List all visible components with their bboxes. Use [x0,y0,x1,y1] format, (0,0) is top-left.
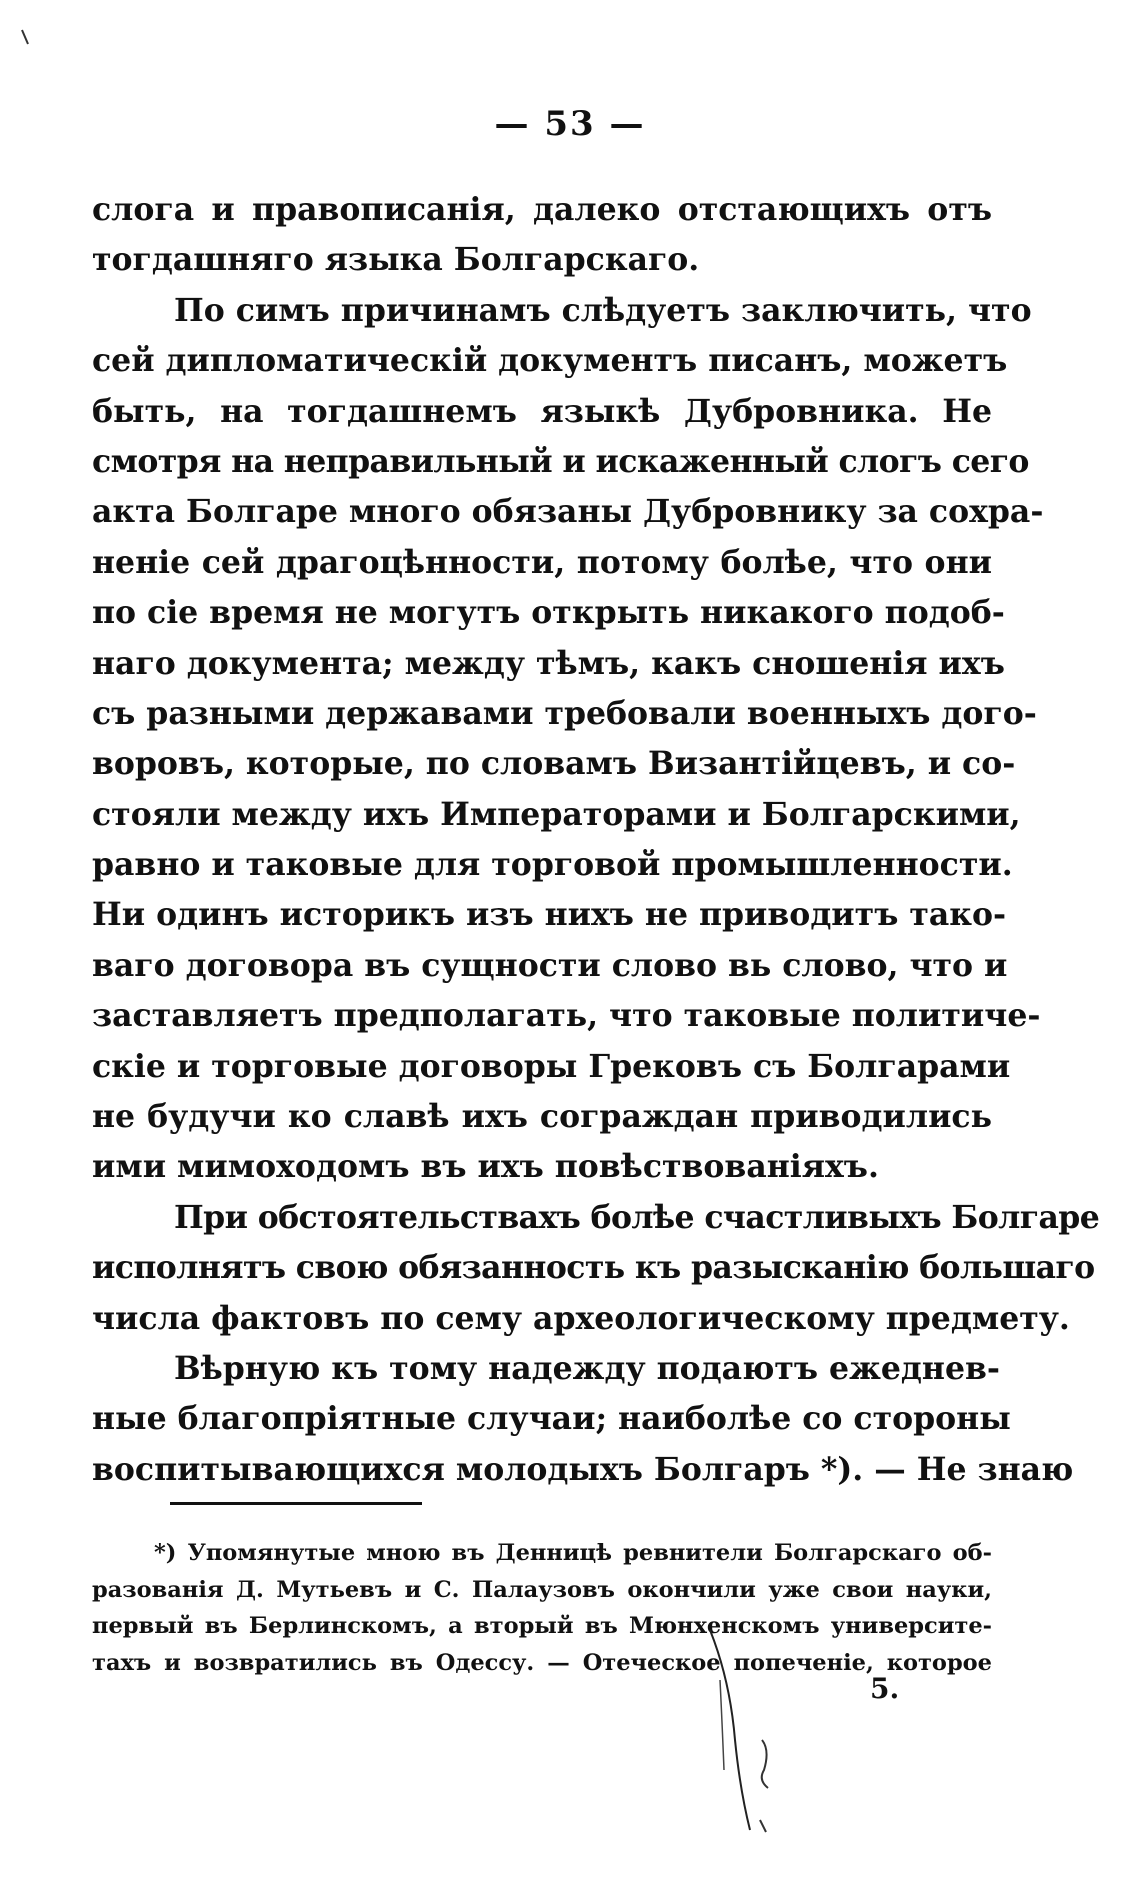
text-line: заставляетъ предполагать, что таковые политиче- [92,997,1041,1035]
text-line: не будучи ко славѣ ихъ сограждан приводились [92,1098,992,1136]
text-line: ные благопріятные случаи; наиболѣе со стороны [92,1400,1011,1438]
footnote-line: *) Упомянутые мною въ Денницѣ ревнители Болгарскаго об- [154,1540,992,1566]
text-line: быть, на тогдашнемъ языкѣ Дубровника. Не [92,392,992,430]
main-text [92,185,1100,1495]
text-line: наго документа; между тѣмъ, какъ сношенія ихъ [92,644,1005,682]
text-line: При обстоятельствахъ болѣе счастливыхъ Болгаре [174,1198,1100,1236]
text-line: скіе и торговые договоры Грековъ съ Болгарами [92,1047,1011,1085]
text-line: Вѣрную къ тому надежду подаютъ ежеднев- [174,1349,1000,1387]
footnote-line: разованія Д. Мутьевъ и С. Палаузовъ окончили уже свои науки, [92,1576,992,1603]
text-line: исполнятъ свою обязанность къ разысканію большаго [92,1249,1095,1287]
signature-mark: 5. [870,1672,900,1705]
text-line: неніе сей драгоцѣнности, потому болѣе, что они [92,543,992,581]
text-line: съ разными державами требовали военныхъ дого- [92,694,1037,732]
text-line: тогдашняго языка Болгарскаго. [92,241,700,279]
text-line: смотря на неправильный и искаженный слогъ сего [92,442,1029,480]
text-line: акта Болгаре много обязаны Дубровнику за сохра- [92,493,1044,531]
footnote-line: первый въ Берлинскомъ, а вторый въ Мюнхенскомъ университе- [92,1613,992,1640]
text-line: стояли между ихъ Императорами и Болгарскими, [92,795,1021,833]
text-line: воспитывающихся молодыхъ Болгаръ *). — Не знаю [92,1450,1074,1488]
footnote [92,1535,992,1681]
footnote-line: тахъ и возвратились въ Одессу. — Отеческое попеченіе, которое [92,1649,992,1676]
text-line: воровъ, которые, по словамъ Византійцевъ, и со- [92,745,1016,783]
text-line: ими мимоходомъ въ ихъ повѣствованіяхъ. [92,1148,879,1186]
text-line: числа фактовъ по сему археологическому предмету. [92,1299,1070,1337]
text-line: сей дипломатическій документъ писанъ, можетъ [92,342,1008,380]
text-line: По симъ причинамъ слѣдуетъ заключить, что [174,291,1032,329]
text-line: Ни одинъ историкъ изъ нихъ не приводитъ тако- [92,896,1007,934]
text-line: ваго договора въ сущности слово вь слово, что и [92,946,1008,984]
text-line: равно и таковые для торговой промышленности. [92,846,1013,884]
corner-speck [18,26,38,56]
page-number: — 53 — [494,104,646,144]
pencil-annotation [700,1620,840,1840]
footnote-rule [170,1502,422,1505]
text-line: по сіе время не могутъ открыть никакого подоб- [92,594,1005,632]
text-line: слога и правописанія, далеко отстающихъ отъ [92,191,992,228]
